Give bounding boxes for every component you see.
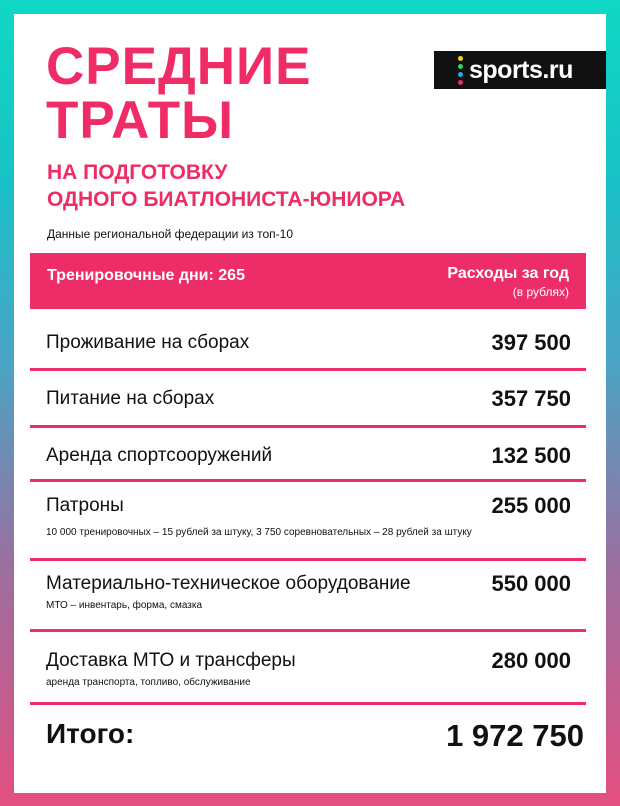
row-value: 397 500 bbox=[491, 330, 571, 355]
row-label: Доставка МТО и трансферы bbox=[46, 650, 296, 671]
main-title bbox=[46, 37, 312, 150]
subtitle-line-1: НА ПОДГОТОВКУ bbox=[47, 161, 228, 184]
table-row bbox=[30, 561, 586, 629]
table-row bbox=[30, 632, 586, 702]
subtitle bbox=[47, 159, 405, 213]
row-note: 10 000 тренировочных – 15 рублей за штуку, 3 750 соревновательных – 28 рублей за штуку bbox=[46, 527, 472, 538]
title-line-1: СРЕДНИЕ bbox=[46, 37, 312, 96]
row-value: 255 000 bbox=[491, 493, 571, 518]
table-row bbox=[30, 371, 586, 425]
row-value: 280 000 bbox=[491, 648, 571, 673]
row-divider bbox=[30, 702, 586, 705]
title-line-2: ТРАТЫ bbox=[46, 91, 234, 150]
table-row bbox=[30, 482, 586, 558]
table-row bbox=[30, 428, 586, 479]
row-label: Материально-техническое оборудование bbox=[46, 573, 411, 594]
table-header bbox=[30, 253, 586, 309]
source-note: Данные региональной федерации из топ-10 bbox=[47, 227, 294, 241]
expenses-header-unit: (в рублях) bbox=[512, 285, 569, 299]
row-label: Питание на сборах bbox=[46, 388, 215, 409]
logo-text: sports.ru bbox=[469, 55, 573, 84]
row-label: Патроны bbox=[46, 495, 124, 516]
row-note: аренда транспорта, топливо, обслуживание bbox=[46, 677, 251, 688]
expenses-header-title: Расходы за год bbox=[447, 265, 569, 282]
total-value: 1 972 750 bbox=[446, 718, 584, 753]
row-value: 132 500 bbox=[491, 443, 571, 468]
expenses-header bbox=[447, 265, 569, 299]
row-note: МТО – инвентарь, форма, смазка bbox=[46, 600, 203, 611]
row-value: 550 000 bbox=[491, 571, 571, 596]
table-row bbox=[30, 309, 586, 368]
sports-ru-logo bbox=[434, 51, 606, 89]
row-label: Аренда спортсооружений bbox=[46, 445, 273, 466]
logo-dots-icon bbox=[458, 56, 463, 85]
row-value: 357 750 bbox=[491, 386, 571, 411]
subtitle-line-2: ОДНОГО БИАТЛОНИСТА-ЮНИОРА bbox=[47, 188, 406, 211]
row-label: Проживание на сборах bbox=[46, 332, 250, 353]
training-days-label: Тренировочные дни: 265 bbox=[47, 267, 245, 284]
total-label: Итого: bbox=[46, 718, 135, 749]
